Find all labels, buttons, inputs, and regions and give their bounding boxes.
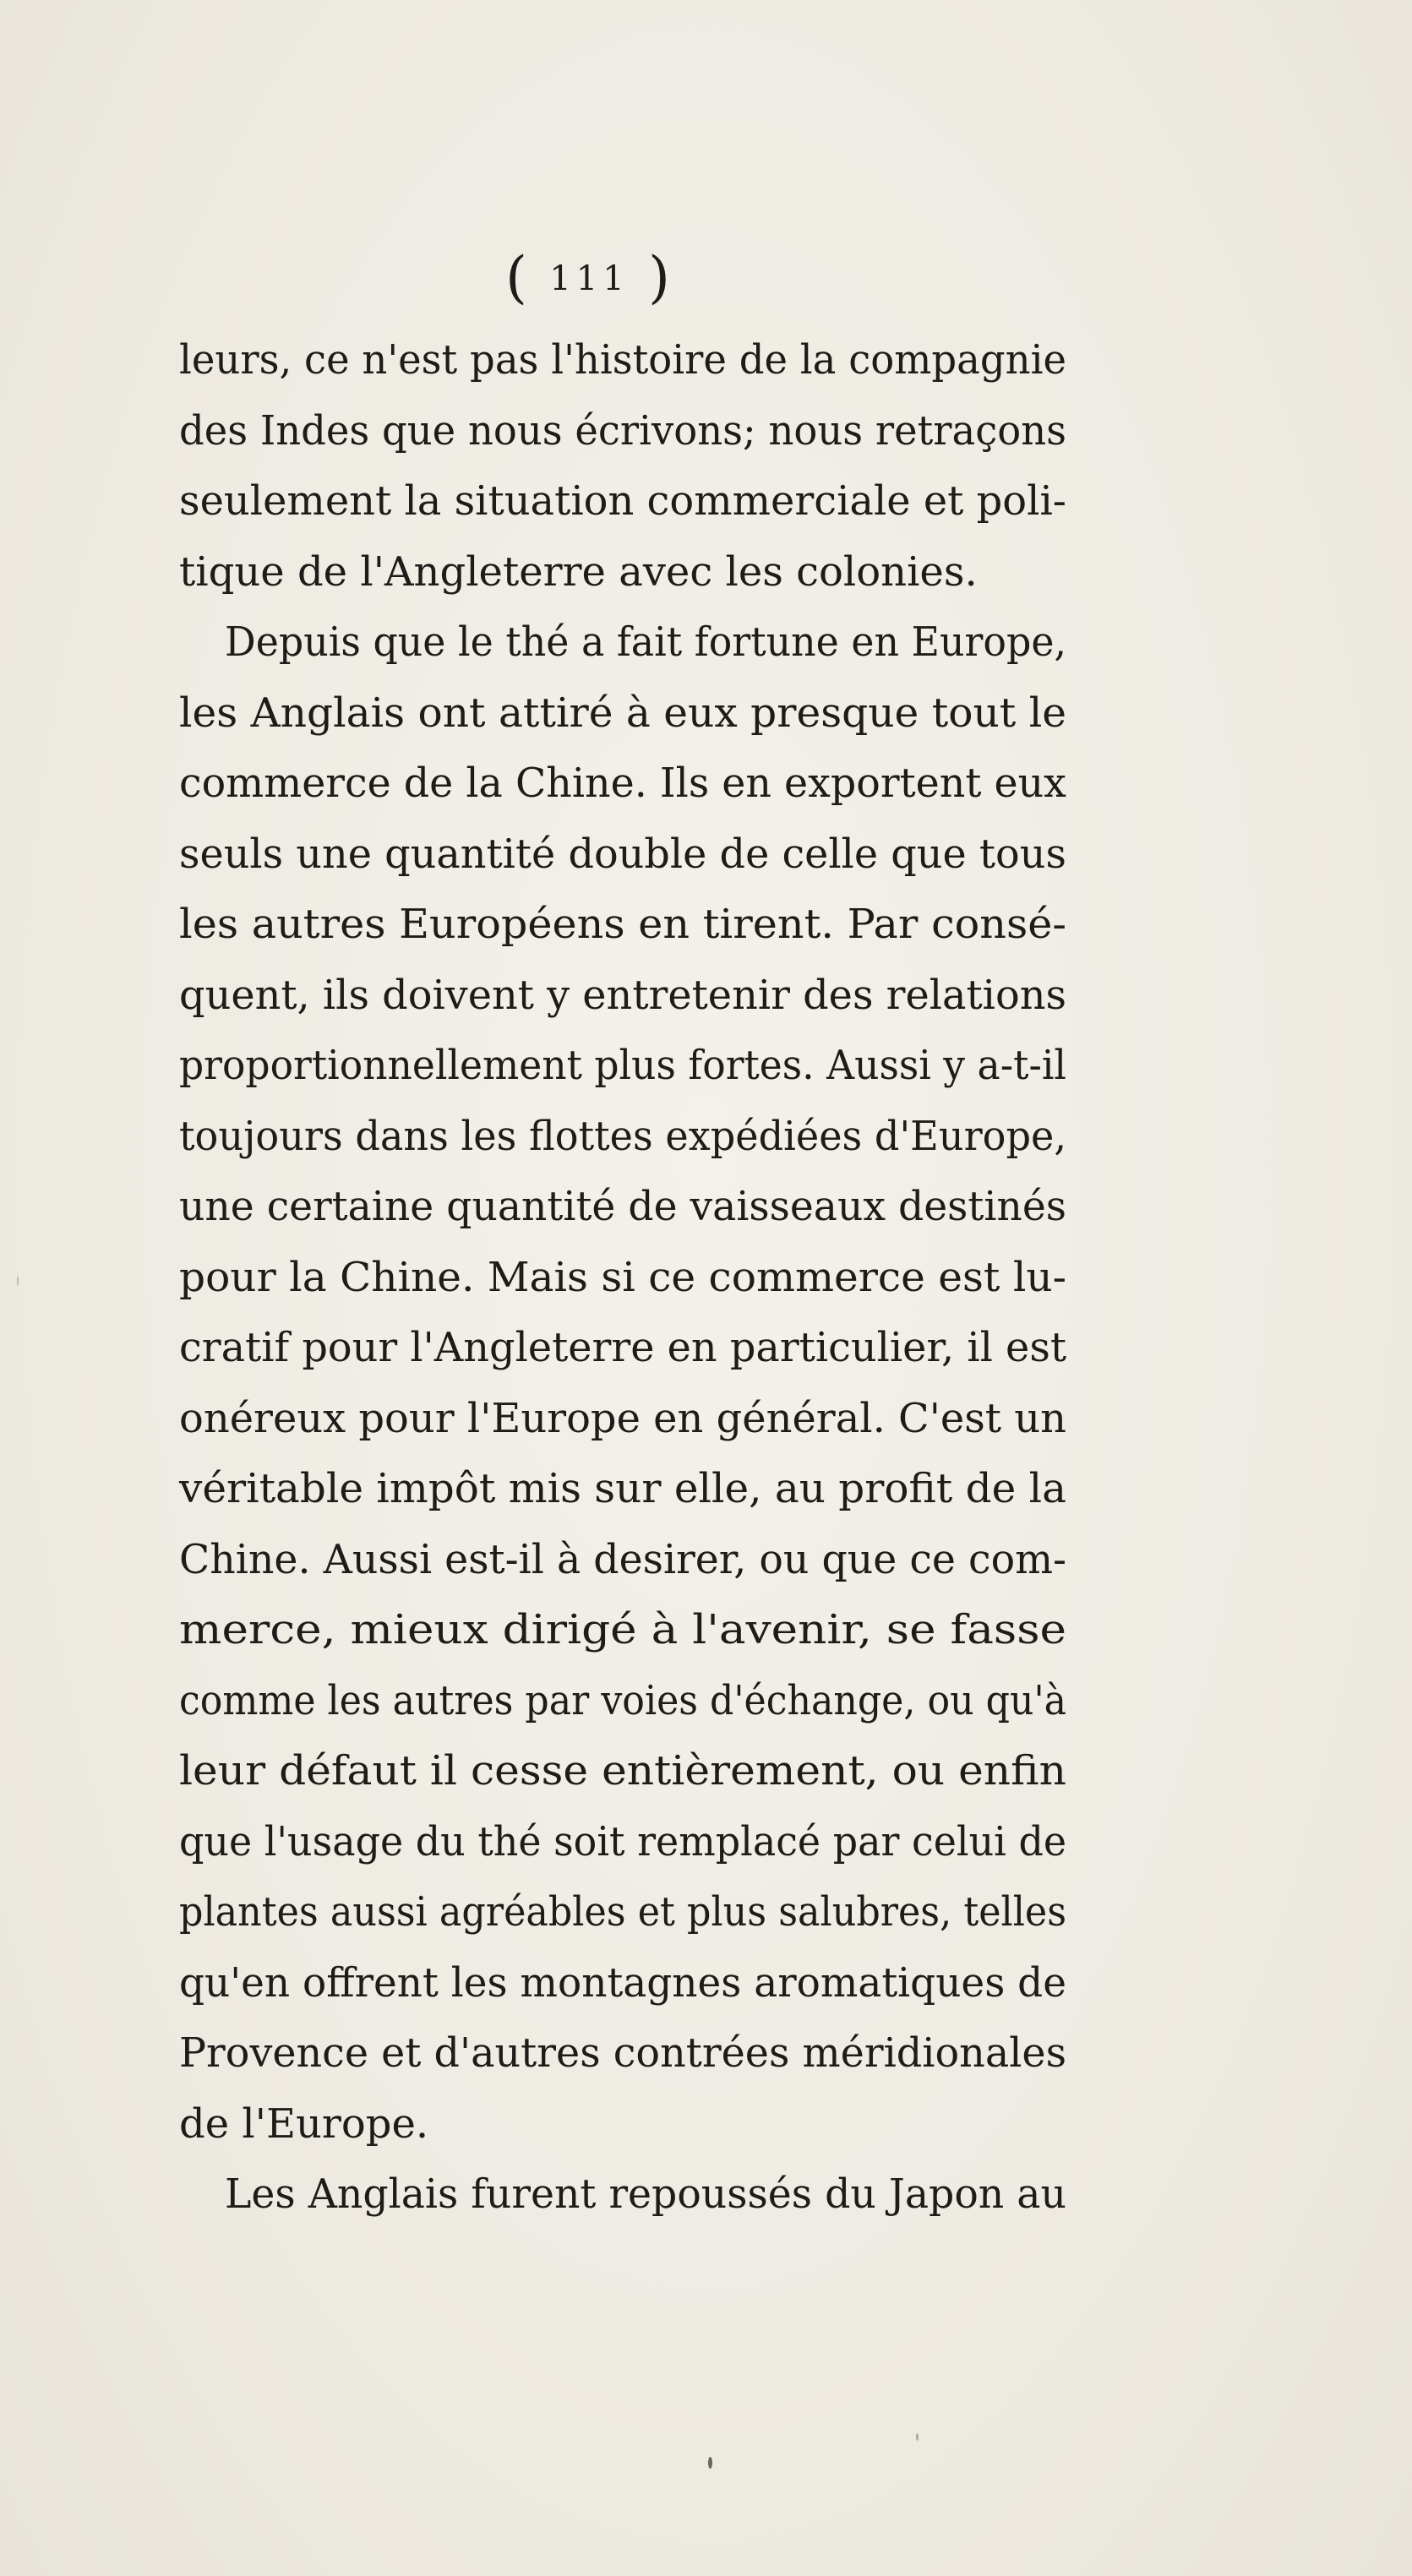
text-line: merce, mieux dirigé à l'avenir, se fasse [179, 1606, 1067, 1653]
text-line: seulement la situation commerciale et poli- [179, 477, 1066, 525]
text-line: quent, ils doivent y entretenir des relations [179, 971, 1066, 1019]
text-line: toujours dans les flottes expédiées d'Europe, [179, 1112, 1067, 1160]
text-line: des Indes que nous écrivons; nous retraçons [179, 406, 1066, 455]
text-line: leurs, ce n'est pas l'histoire de la compagnie [179, 336, 1067, 384]
text-line: onéreux pour l'Europe en général. C'est un [179, 1394, 1066, 1442]
text-line: les Anglais ont attiré à eux presque tout le [179, 689, 1066, 737]
text-line: tique de l'Angleterre avec les colonies. [179, 547, 978, 596]
text-line: pour la Chine. Mais si ce commerce est lu- [179, 1253, 1067, 1301]
text-line: Provence et d'autres contrées méridionales [179, 2029, 1067, 2077]
paper-speck [17, 1276, 19, 1286]
text-line: proportionnellement plus fortes. Aussi y a-t-il [179, 1042, 1067, 1089]
folio-open-paren: ( [505, 245, 531, 310]
text-line: seuls une quantité double de celle que tous [179, 830, 1066, 878]
text-line: Chine. Aussi est-il à desirer, ou que ce com- [179, 1535, 1067, 1583]
text-line: leur défaut il cesse entièrement, ou enfin [179, 1747, 1066, 1794]
paper-speck [708, 2457, 712, 2469]
text-line: comme les autres par voies d'échange, ou qu'à [179, 1676, 1067, 1724]
body-text [179, 325, 1066, 2230]
text-line: que l'usage du thé soit remplacé par celui de [179, 1817, 1067, 1865]
text-line: les autres Européens en tirent. Par consé- [179, 901, 1066, 948]
paper-speck [916, 2433, 919, 2441]
text-line: qu'en offrent les montagnes aromatiques de [179, 1958, 1066, 2007]
folio-number: 111 [549, 259, 630, 298]
text-line: commerce de la Chine. Ils en exportent eux [179, 760, 1066, 807]
text-line: de l'Europe. [179, 2099, 429, 2148]
text-line: plantes aussi agréables et plus salubres, telles [179, 1888, 1067, 1936]
text-line: une certaine quantité de vaisseaux destinés [179, 1183, 1066, 1230]
page-number [0, 245, 1179, 310]
text-line: Les Anglais furent repoussés du Japon au [225, 2170, 1066, 2218]
folio-close-paren: ) [648, 245, 673, 310]
text-line: cratif pour l'Angleterre en particulier, il est [179, 1324, 1067, 1371]
text-line: Depuis que le thé a fait fortune en Europe, [225, 618, 1067, 666]
text-line: véritable impôt mis sur elle, au profit de la [179, 1465, 1066, 1512]
